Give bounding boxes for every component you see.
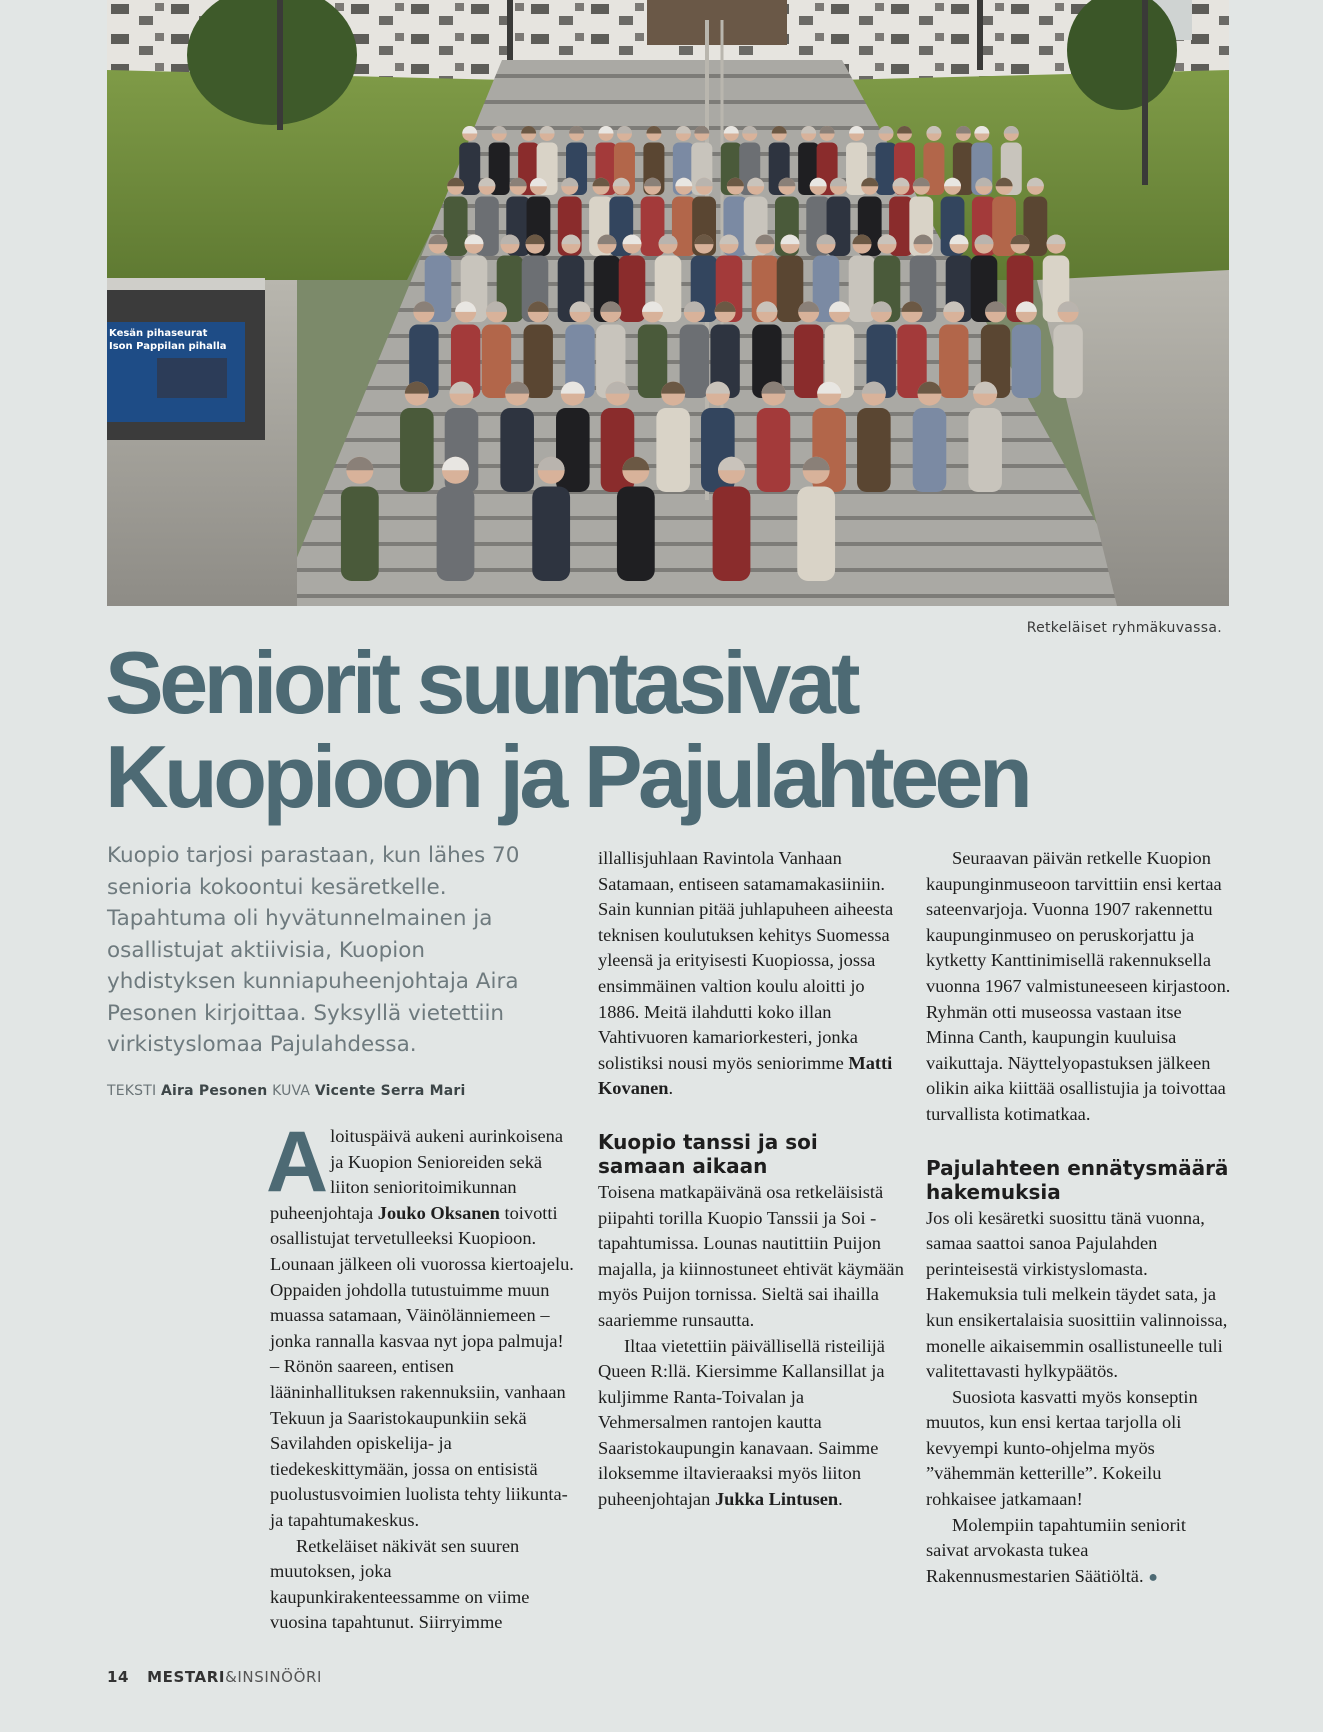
paragraph-text: . [668, 1078, 674, 1099]
title-line-2: Kuopioon ja Pajulahteen [105, 727, 1029, 826]
body-column-2 [598, 846, 904, 1513]
body-paragraph: Suosiota kasvatti myös konseptin muutos, kun ensi kertaa tarjolla oli kevyempi kunto-ohjelma myös ”vähemmän ketterille”. Kokeilu rohkaisee jatkamaan! [926, 1386, 1198, 1510]
paragraph-text: Molempiin tapahtumiin seniorit saivat arvokasta tukea Rakennusmestarien Säätiöltä. [926, 1514, 1186, 1586]
body-paragraph [266, 1114, 576, 1534]
page-footer [107, 1668, 322, 1686]
sign-line-1: Kesän pihaseurat [109, 328, 208, 339]
title-line-1: Seniorit suuntasivat [105, 633, 857, 732]
photo-label: KUVA [272, 1083, 311, 1099]
subheading: Kuopio tanssi ja soi samaan aikaan [598, 1129, 818, 1178]
drop-cap: A [266, 1114, 327, 1210]
page-number: 14 [107, 1668, 130, 1686]
byline [107, 1083, 547, 1099]
body-paragraph: Jos oli kesäretki suosittu tänä vuonna, samaa saattoi sanoa Pajulahden perinteisestä virkistyslomasta. Hakemuksia tuli melkein täydet sata, ja kun ensikertalaisia suosittiin valinnoissa, monelle aikaisemmin osallistuneelle tuli valitettavasti hylkypäätös. [926, 1207, 1228, 1382]
group-photo-on-church-steps-icon [107, 0, 1229, 606]
author-name: Aira Pesonen [161, 1083, 268, 1099]
paragraph-text: Iltaa vietettiin päivällisellä risteilijä Queen R:llä. Kiersimme Kallansillat ja kuljimme Ranta-Toivalan ja Vehmersalmen rantojen kautta Saaristokaupungin kanavaan. Saimme iloksemme iltavieraaksi myös liiton puheenjohtajan [598, 1335, 885, 1510]
group-photo [107, 0, 1229, 606]
person-name: Jukka Lintusen [714, 1489, 839, 1510]
magazine-name-suffix: &INSINÖÖRI [225, 1668, 323, 1686]
text-label: TEKSTI [107, 1083, 157, 1099]
subheading: Pajulahteen ennätysmäärä hakemuksia [926, 1155, 1229, 1204]
photographer-name: Vicente Serra Mari [314, 1083, 466, 1099]
magazine-name: MESTARI [147, 1668, 226, 1686]
person-name: Matti Kovanen [598, 1052, 893, 1099]
body-paragraph-continued [598, 846, 904, 1102]
page-title [105, 633, 1255, 826]
sign-line-2: Ison Pappilan pihalla [109, 341, 227, 352]
photo-caption: Retkeläiset ryhmäkuvassa. [1026, 620, 1222, 636]
lead-paragraph: Kuopio tarjosi parastaan, kun lähes 70 senioria kokoontui kesäretkelle. Tapahtuma oli hyvätunnelmainen ja osallistujat aktiivisia, Kuopion yhdistyksen kunniapuheenjohtaja Aira Pesonen kirjoittaa. Syksyllä vietettiin virkistyslomaa Pajulahdessa. [107, 843, 520, 1057]
body-column-3 [926, 846, 1232, 1590]
paragraph-text: Retkeläiset näkivät sen suuren muutoksen, joka kaupunkirakenteessamme on viime vuosina tapahtunut. Siirryimme [270, 1535, 530, 1633]
body-column-1 [266, 1114, 576, 1636]
body-paragraph [598, 1334, 904, 1513]
end-mark-icon: ● [1148, 1568, 1158, 1586]
body-paragraph [270, 1534, 576, 1636]
body-paragraph: Seuraavan päivän retkelle Kuopion kaupunginmuseoon tarvittiin ensi kertaa sateenvarjoja. Vuonna 1907 rakennettu kaupunginmuseo on peruskorjattu ja kytketty Kanttinimisellä rakennuksella vuonna 1967 valmistuneeseen kirjastoon. Ryhmän otti museossa vastaan itse Minna Canth, kaupungin kuuluisa vaikuttaja. Näyttelyopastuksen jälkeen olikin aika kiittää osallistujia ja toivottaa turvallista kotimatkaa. [926, 848, 1231, 1124]
body-paragraph: Toisena matkapäivänä osa retkeläisistä piipahti torilla Kuopio Tanssii ja Soi -tapahtumissa. Lounas nautittiin Puijon majalla, ja kiinnostuneet ehtivät käymään myös Puijon tornissa. Sieltä sai ihailla saariemme runsautta. [598, 1181, 904, 1330]
person-name: Jouko Oksanen [377, 1202, 500, 1223]
paragraph-text: illallisjuhlaan Ravintola Vanhaan Satamaan, entiseen satamamakasiiniin. Sain kunnian pitää juhlapuheen aiheesta teknisen koulutuksen kehitys Suomessa yleensä ja erityisesti Kuopiossa, jossa ensimmäinen valtion koulu aloitti jo 1886. Meitä ilahdutti koko illan Vahtivuoren kamariorkesteri, jonka solistiksi nousi myös seniorimme [598, 848, 894, 1073]
paragraph-text: toivotti osallistujat tervetulleeksi Kuopioon. Lounaan jälkeen oli vuorossa kiertoajelu. Oppaiden johdolla tutustuimme muun muassa satamaan, Väinölänniemeen – jonka rannalla kasvaa nyt jopa palmuja! – Rönön saareen, entisen lääninhallituksen rakennuksiin, vanhaan Tekuun ja Saaristokaupunkiin sekä Savilahden opiskelija- ja tiedekeskittymään, jossa on entisistä puolustusvoimien luolista tehty liikunta- ja tapahtumakeskus. [270, 1202, 574, 1530]
paragraph-text: loituspäivä aukeni aurinkoisena ja Kuopion Senioreiden sekä liiton senioritoimikunnan puheenjohtaja [270, 1126, 563, 1223]
paragraph-text: . [838, 1489, 843, 1510]
body-paragraph [926, 1513, 1232, 1591]
